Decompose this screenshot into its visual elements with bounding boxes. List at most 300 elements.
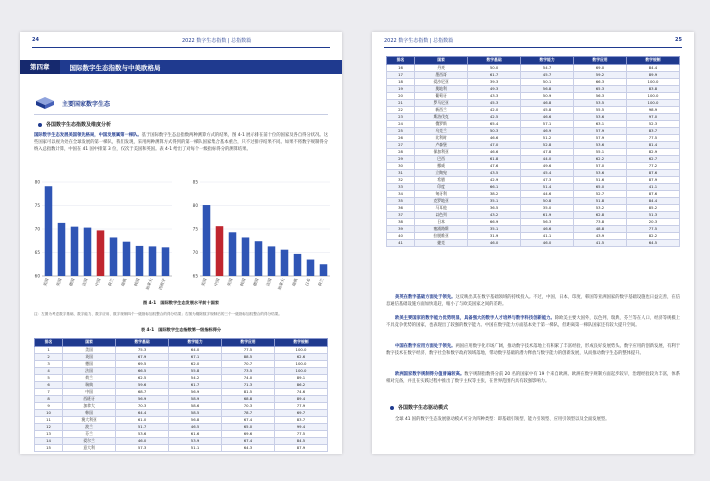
table-cell: 81.5: [222, 388, 275, 395]
table-row: [35, 360, 328, 367]
bar: [84, 228, 92, 276]
figure-caption: 图 4-1 国际数字生态发展水平前十国家: [142, 300, 220, 305]
table-cell: 58.6: [169, 402, 222, 409]
table-cell: 丹麦: [415, 64, 468, 71]
x-tick-label: 韩国: [239, 277, 247, 287]
table-cell: 65.0: [222, 423, 275, 430]
y-tick-label: 75: [34, 203, 40, 208]
table-cell: 83.7: [274, 416, 327, 423]
table-cell: 29: [387, 155, 415, 162]
table-row: [35, 381, 328, 388]
bar-chart-right-svg: [184, 176, 334, 302]
table-cell: 56.8: [521, 85, 574, 92]
table-cell: 87.9: [274, 444, 327, 451]
table-cell: 53.6: [574, 169, 627, 176]
table-cell: 52.7: [574, 190, 627, 197]
table-cell: 47.0: [468, 141, 521, 148]
bar: [281, 250, 289, 276]
table-cell: 51.3: [626, 211, 679, 218]
x-tick-label: 荷兰: [107, 277, 115, 287]
table-cell: 52.3: [626, 120, 679, 127]
table-cell: 17: [387, 71, 415, 78]
bar: [216, 226, 224, 276]
y-tick-label: 85: [192, 179, 198, 185]
table-cell: 加拿大: [63, 402, 116, 409]
table-cell: 61.9: [521, 211, 574, 218]
table-cell: 26: [387, 134, 415, 141]
page-number: 24: [32, 37, 39, 43]
table-caption: 表 4-1 国际数字生态指数第一级指标得分: [140, 327, 222, 332]
x-tick-label: 德国: [252, 277, 260, 287]
chapter-title: 国际数字生态指数与中美欧格局: [69, 63, 161, 72]
table-cell: 43.9: [574, 232, 627, 239]
table-row: [387, 155, 680, 162]
table-cell: 77.5: [274, 430, 327, 437]
table-cell: 50.9: [521, 92, 574, 99]
table-cell: 45.7: [521, 71, 574, 78]
table-row: [387, 211, 680, 218]
paragraph-intro-body: 基于国际数字生态总指数两种测算方式的结果，图 4-1 展示排在前十位的国家及各自得分状况。这些国家可以视为处在全球发展的第一梯队，我们发现，采用两种测算方式得到的第一梯队国家集合基本重合，只不过排序结果不同。如果不将数字规制得分纳入总指数计算，中国在 41 国中排第 3 位，仅次于美国和英国。表 4-1 给出了对每个一级指标得分的测算结果。: [34, 133, 329, 152]
table-row: [387, 176, 680, 183]
table-cell: 61.0: [116, 416, 169, 423]
table-cell: 墨西哥: [415, 71, 468, 78]
x-tick-label: 美国: [200, 277, 208, 287]
x-tick-label: 加拿大: [276, 277, 286, 291]
table-cell: 97.0: [626, 113, 679, 120]
table-cell: 斯洛伐克: [415, 113, 468, 120]
paragraph-regulation-lead: 欧洲国家数字规制得分值普遍较高。: [395, 372, 465, 377]
x-tick-label: 中国: [213, 277, 221, 287]
table-cell: 14: [35, 437, 63, 444]
table-cell: 乌克兰: [415, 127, 468, 134]
table-cell: 84.4: [626, 64, 679, 71]
table-row: [387, 141, 680, 148]
table-cell: 61.6: [169, 430, 222, 437]
table-row: [387, 120, 680, 127]
table-cell: 35: [387, 197, 415, 204]
table-row: [387, 190, 680, 197]
table-cell: 43.2: [468, 211, 521, 218]
table-row: [387, 169, 680, 176]
table-cell: 39.3: [468, 78, 521, 85]
table-cell: 56.3: [521, 218, 574, 225]
table-cell: 36.5: [468, 204, 521, 211]
table-cell: 83.8: [626, 85, 679, 92]
paragraph-intro-lead: 国际数字生态发展美国领先格局，中国发展属第一梯队。: [34, 133, 142, 138]
bar: [203, 205, 211, 276]
table-cell: 46.9: [521, 127, 574, 134]
table-cell: 100.0: [626, 92, 679, 99]
table-cell: 50.3: [468, 127, 521, 134]
table-cell: 16: [387, 64, 415, 71]
table-cell: 34: [387, 190, 415, 197]
bar: [242, 237, 250, 276]
table-cell: 69.7: [274, 409, 327, 416]
table-cell: 38: [387, 218, 415, 225]
table-cell: 81.4: [626, 141, 679, 148]
table-cell: 68.8: [222, 395, 275, 402]
bar: [45, 186, 53, 276]
cube-stack-icon: [34, 96, 56, 110]
paragraph-cn-lead: 中国在数字应用方面处于领先。: [395, 344, 456, 349]
table-cell: 70.3: [116, 402, 169, 409]
x-tick-label: 瑞典: [291, 277, 299, 287]
table-row: [387, 85, 680, 92]
table-cell: 77.5: [626, 134, 679, 141]
table-cell: 77.9: [274, 402, 327, 409]
table-cell: 73.5: [222, 367, 275, 374]
table-cell: 87.9: [626, 176, 679, 183]
table-cell: 47.3: [521, 176, 574, 183]
table-header-cell: 数字应用: [574, 57, 627, 65]
table-cell: 98.9: [626, 106, 679, 113]
table-cell: 62.0: [169, 360, 222, 367]
table-cell: 7: [35, 388, 63, 395]
table-cell: 51.7: [116, 423, 169, 430]
table-cell: 45.3: [468, 99, 521, 106]
table-cell: 51.6: [574, 176, 627, 183]
table-cell: 53.5: [574, 99, 627, 106]
table-cell: 2: [35, 353, 63, 360]
table-cell: 100.0: [626, 99, 679, 106]
table-header-cell: 数字能力: [521, 57, 574, 65]
y-tick-label: 60: [34, 273, 40, 279]
table-cell: 21: [387, 99, 415, 106]
table-cell: 50.0: [468, 64, 521, 71]
table-cell: 55.1: [574, 148, 627, 155]
table-cell: 13: [35, 430, 63, 437]
table-cell: 19: [387, 85, 415, 92]
table-row: [35, 437, 328, 444]
bar-chart-left: [26, 176, 176, 306]
table-cell: 61.8: [468, 155, 521, 162]
table-cell: 77.2: [626, 162, 679, 169]
table-cell: 53.6: [574, 141, 627, 148]
table-cell: 82.9: [626, 148, 679, 155]
subsection-heading: [38, 121, 111, 128]
table-cell: 35.0: [521, 204, 574, 211]
data-table-left: [34, 338, 328, 452]
table-cell: 87.6: [626, 190, 679, 197]
table-row: [35, 367, 328, 374]
table-cell: 爱尔兰: [63, 437, 116, 444]
table-cell: 100.0: [626, 78, 679, 85]
table-header-cell: 国家: [63, 339, 116, 347]
subsection-heading-modes: [390, 404, 448, 411]
bar-chart-left-svg: [26, 176, 176, 302]
table-cell: 57.3: [116, 444, 169, 451]
table-row: [387, 183, 680, 190]
table-cell: 27: [387, 141, 415, 148]
table-cell: 67.1: [169, 353, 222, 360]
table-cell: 46.0: [116, 437, 169, 444]
paragraph-eu-body: 除欧美主要大国外，以色列、瑞典、芬兰等在人口、经济等规模上不具竞争优势的国家，也表现出了较强的数字能力。中国在数字能力方面基本处于第一梯队，但距离第一梯队国家还有较大提升空间。: [386, 316, 680, 328]
table-cell: 42.5: [468, 113, 521, 120]
table-cell: 塞浦路斯: [415, 225, 468, 232]
table-cell: 49.6: [521, 162, 574, 169]
table-cell: 挪威: [415, 162, 468, 169]
table-cell: 64.5: [626, 239, 679, 246]
table-cell: 52.8: [521, 141, 574, 148]
table-cell: 82.2: [626, 232, 679, 239]
table-cell: 12: [35, 423, 63, 430]
table-cell: 31: [387, 169, 415, 176]
table-cell: 42.0: [468, 106, 521, 113]
table-cell: 70.7: [222, 360, 275, 367]
table-cell: 6: [35, 381, 63, 388]
table-cell: 43.5: [468, 169, 521, 176]
table-cell: 64.3: [222, 444, 275, 451]
table-row: [35, 346, 328, 353]
y-tick-label: 70: [34, 226, 40, 232]
paragraph-cn-body: 两国应用数字化市场广阔，推动数字技术落地上有积累了丰富经验，形成良好发展势头。数字应用的创新发展，有利于数字技术在数字经济、数字社会和数字政府领域落地，带动数字基础的潜力释放与数字能力的创新发展，从而推动数字生态的整体提升。: [386, 344, 681, 356]
table-cell: 瑞典: [63, 381, 116, 388]
bar: [294, 254, 302, 276]
table-cell: 100.0: [274, 346, 327, 353]
table-cell: 32: [387, 176, 415, 183]
table-cell: 66.3: [574, 78, 627, 85]
table-cell: 69.5: [116, 360, 169, 367]
table-cell: 拉脱维亚: [415, 232, 468, 239]
table-header-cell: 数字能力: [169, 339, 222, 347]
table-row: [35, 402, 328, 409]
table-row: [35, 430, 328, 437]
table-cell: 23: [387, 113, 415, 120]
right-page-header: [384, 37, 682, 47]
table-cell: 99.4: [274, 423, 327, 430]
x-tick-label: 荷兰: [317, 277, 325, 287]
table-cell: 以色列: [415, 211, 468, 218]
table-cell: 89.1: [274, 374, 327, 381]
table-cell: 1: [35, 346, 63, 353]
table-cell: 67.4: [222, 416, 275, 423]
table-row: [387, 113, 680, 120]
table-cell: 70.3: [222, 402, 275, 409]
bar: [136, 246, 144, 276]
table-cell: 67.4: [222, 437, 275, 444]
table-cell: 89.4: [274, 395, 327, 402]
paragraph-intro: [34, 132, 328, 153]
bar: [268, 246, 276, 276]
table-cell: 爱沙尼亚: [415, 78, 468, 85]
table-cell: 比利时: [415, 134, 468, 141]
table-cell: 55.8: [169, 367, 222, 374]
table-header-cell: 数字基础: [116, 339, 169, 347]
table-cell: 51.1: [169, 444, 222, 451]
table-cell: 芬兰: [63, 430, 116, 437]
table-cell: 58.5: [169, 409, 222, 416]
table-cell: 德国: [63, 360, 116, 367]
figure-note: 注：左图为考虑数字基础、数字能力、数字应用、数字规制四个一级指标加权整合的得分结果；右图为剔除数字规制后的三个一级指标加权整合的得分结果。: [34, 312, 282, 316]
table-cell: 61.7: [169, 381, 222, 388]
table-header-cell: 数字基础: [468, 57, 521, 65]
table-cell: 74.0: [222, 374, 275, 381]
table-cell: 65.0: [574, 183, 627, 190]
table-cell: 45.8: [521, 106, 574, 113]
running-title: 2022 数字生态指数 | 总指数篇: [182, 38, 252, 44]
table-cell: 印度: [415, 183, 468, 190]
table-cell: 53.9: [169, 437, 222, 444]
table-cell: 英国: [63, 353, 116, 360]
x-tick-label: 日本: [304, 277, 312, 287]
table-cell: 57.9: [574, 127, 627, 134]
table-row: [35, 374, 328, 381]
table-row: [387, 92, 680, 99]
table-cell: 47.8: [521, 148, 574, 155]
table-cell: 41.5: [574, 239, 627, 246]
table-cell: 卢森堡: [415, 141, 468, 148]
section-heading: [34, 96, 110, 110]
table-header-cell: 数字规制: [274, 339, 327, 347]
table-cell: 46.6: [521, 113, 574, 120]
table-cell: 84.5: [274, 437, 327, 444]
table-cell: 43.3: [468, 92, 521, 99]
left-page-header: [32, 37, 330, 47]
bar: [162, 247, 170, 276]
table-cell: 荷兰: [63, 374, 116, 381]
table-cell: 39: [387, 225, 415, 232]
table-cell: 57.9: [574, 134, 627, 141]
x-tick-label: 西班牙: [157, 277, 167, 291]
table-cell: 51.2: [521, 134, 574, 141]
table-row: [387, 78, 680, 85]
table-cell: 24: [387, 120, 415, 127]
x-tick-label: 加拿大: [144, 277, 154, 291]
table-cell: 韩国: [63, 409, 116, 416]
table-cell: 9: [35, 402, 63, 409]
table-cell: 77.5: [222, 346, 275, 353]
y-tick-label: 75: [192, 226, 198, 232]
table-row: [387, 127, 680, 134]
table-cell: 44.6: [521, 190, 574, 197]
table-cell: 64.0: [169, 346, 222, 353]
x-tick-label: 法国: [265, 277, 273, 287]
table-cell: 巴西: [415, 155, 468, 162]
table-cell: 33: [387, 183, 415, 190]
table-cell: 日本: [415, 218, 468, 225]
table-cell: 澳大利亚: [63, 416, 116, 423]
table-cell: 89.9: [626, 71, 679, 78]
table-cell: 77.5: [626, 225, 679, 232]
table-cell: 31.9: [468, 232, 521, 239]
table-cell: 46.0: [521, 239, 574, 246]
table-cell: 65.4: [468, 120, 521, 127]
table-cell: 奥地利: [415, 85, 468, 92]
x-tick-label: 中国: [94, 277, 102, 287]
table-cell: 46.8: [521, 99, 574, 106]
table-row: [35, 423, 328, 430]
table-cell: 42.9: [468, 176, 521, 183]
bullet-icon: [38, 123, 42, 127]
bar: [71, 227, 79, 276]
y-tick-label: 65: [34, 250, 40, 255]
section-title: 主要国家数字生态: [62, 100, 111, 108]
table-cell: 59.6: [116, 381, 169, 388]
table-cell: 62.2: [574, 155, 627, 162]
bar: [229, 232, 237, 276]
left-page: [20, 32, 342, 454]
table-cell: 75.3: [116, 346, 169, 353]
table-row: [387, 218, 680, 225]
table-row: [387, 99, 680, 106]
table-cell: 66.5: [116, 367, 169, 374]
paragraph-modes: 全球 41 国的数字生态发展驱动模式可分为四种类型：即基础引领型、能力引领型、应用引领型以及全面发展型。: [395, 417, 610, 422]
table-cell: 100.0: [274, 367, 327, 374]
table-cell: 8: [35, 395, 63, 402]
table-row: [35, 388, 328, 395]
table-cell: 63.1: [574, 120, 627, 127]
table-cell: 50.8: [521, 197, 574, 204]
table-row: [387, 64, 680, 71]
table-cell: 83.7: [626, 127, 679, 134]
table-cell: 48.8: [574, 225, 627, 232]
paragraph-cn: [386, 343, 680, 357]
table-cell: 45.4: [521, 169, 574, 176]
table-cell: 46.5: [169, 423, 222, 430]
table-cell: 28: [387, 148, 415, 155]
table-row: [387, 232, 680, 239]
table-cell: 俄罗斯: [415, 120, 468, 127]
table-row: [387, 225, 680, 232]
table-row: [387, 106, 680, 113]
bar: [255, 241, 263, 276]
x-tick-label: 英国: [55, 277, 63, 287]
table-cell: 65.3: [574, 85, 627, 92]
x-tick-label: 瑞典: [120, 277, 128, 287]
table-cell: 51.8: [574, 197, 627, 204]
table-cell: 希腊: [415, 176, 468, 183]
bar: [58, 223, 66, 276]
table-cell: 85.2: [626, 204, 679, 211]
table-row: [387, 162, 680, 169]
table-cell: 38.2: [468, 190, 521, 197]
table-row: [387, 204, 680, 211]
table-cell: 56.9: [116, 395, 169, 402]
y-tick-label: 80: [192, 203, 198, 208]
bar: [320, 264, 328, 276]
table-cell: 美国: [63, 346, 116, 353]
table-cell: 25: [387, 127, 415, 134]
table-cell: 53.6: [116, 430, 169, 437]
table-cell: 71.3: [222, 381, 275, 388]
table-cell: 68.7: [116, 388, 169, 395]
x-tick-label: 英国: [226, 277, 234, 287]
table-cell: 88.5: [222, 353, 275, 360]
table-cell: 56.9: [169, 388, 222, 395]
table-cell: 20: [387, 92, 415, 99]
bar: [110, 237, 118, 276]
table-cell: 62.8: [574, 211, 627, 218]
table-row: [387, 148, 680, 155]
table-cell: 66.9: [468, 218, 521, 225]
paragraph-eu-lead: 欧美主要国家的数字能力优势明显，具备强大的数字人才培养与数字科技创新能力。: [395, 316, 555, 321]
table-cell: 62.6: [274, 353, 327, 360]
table-cell: 15: [35, 444, 63, 451]
table-row: [35, 353, 328, 360]
bar: [123, 242, 131, 276]
table-cell: 46.6: [468, 148, 521, 155]
table-cell: 73.8: [574, 218, 627, 225]
y-tick-label: 80: [34, 179, 40, 185]
bar: [149, 246, 157, 276]
table-header-cell: 排名: [387, 57, 415, 65]
table-header-cell: 数字应用: [222, 339, 275, 347]
chapter-number: 第四章: [20, 60, 60, 74]
table-cell: 22: [387, 106, 415, 113]
table-cell: 新西兰: [415, 106, 468, 113]
table-cell: 35.1: [468, 225, 521, 232]
table-cell: 37: [387, 211, 415, 218]
